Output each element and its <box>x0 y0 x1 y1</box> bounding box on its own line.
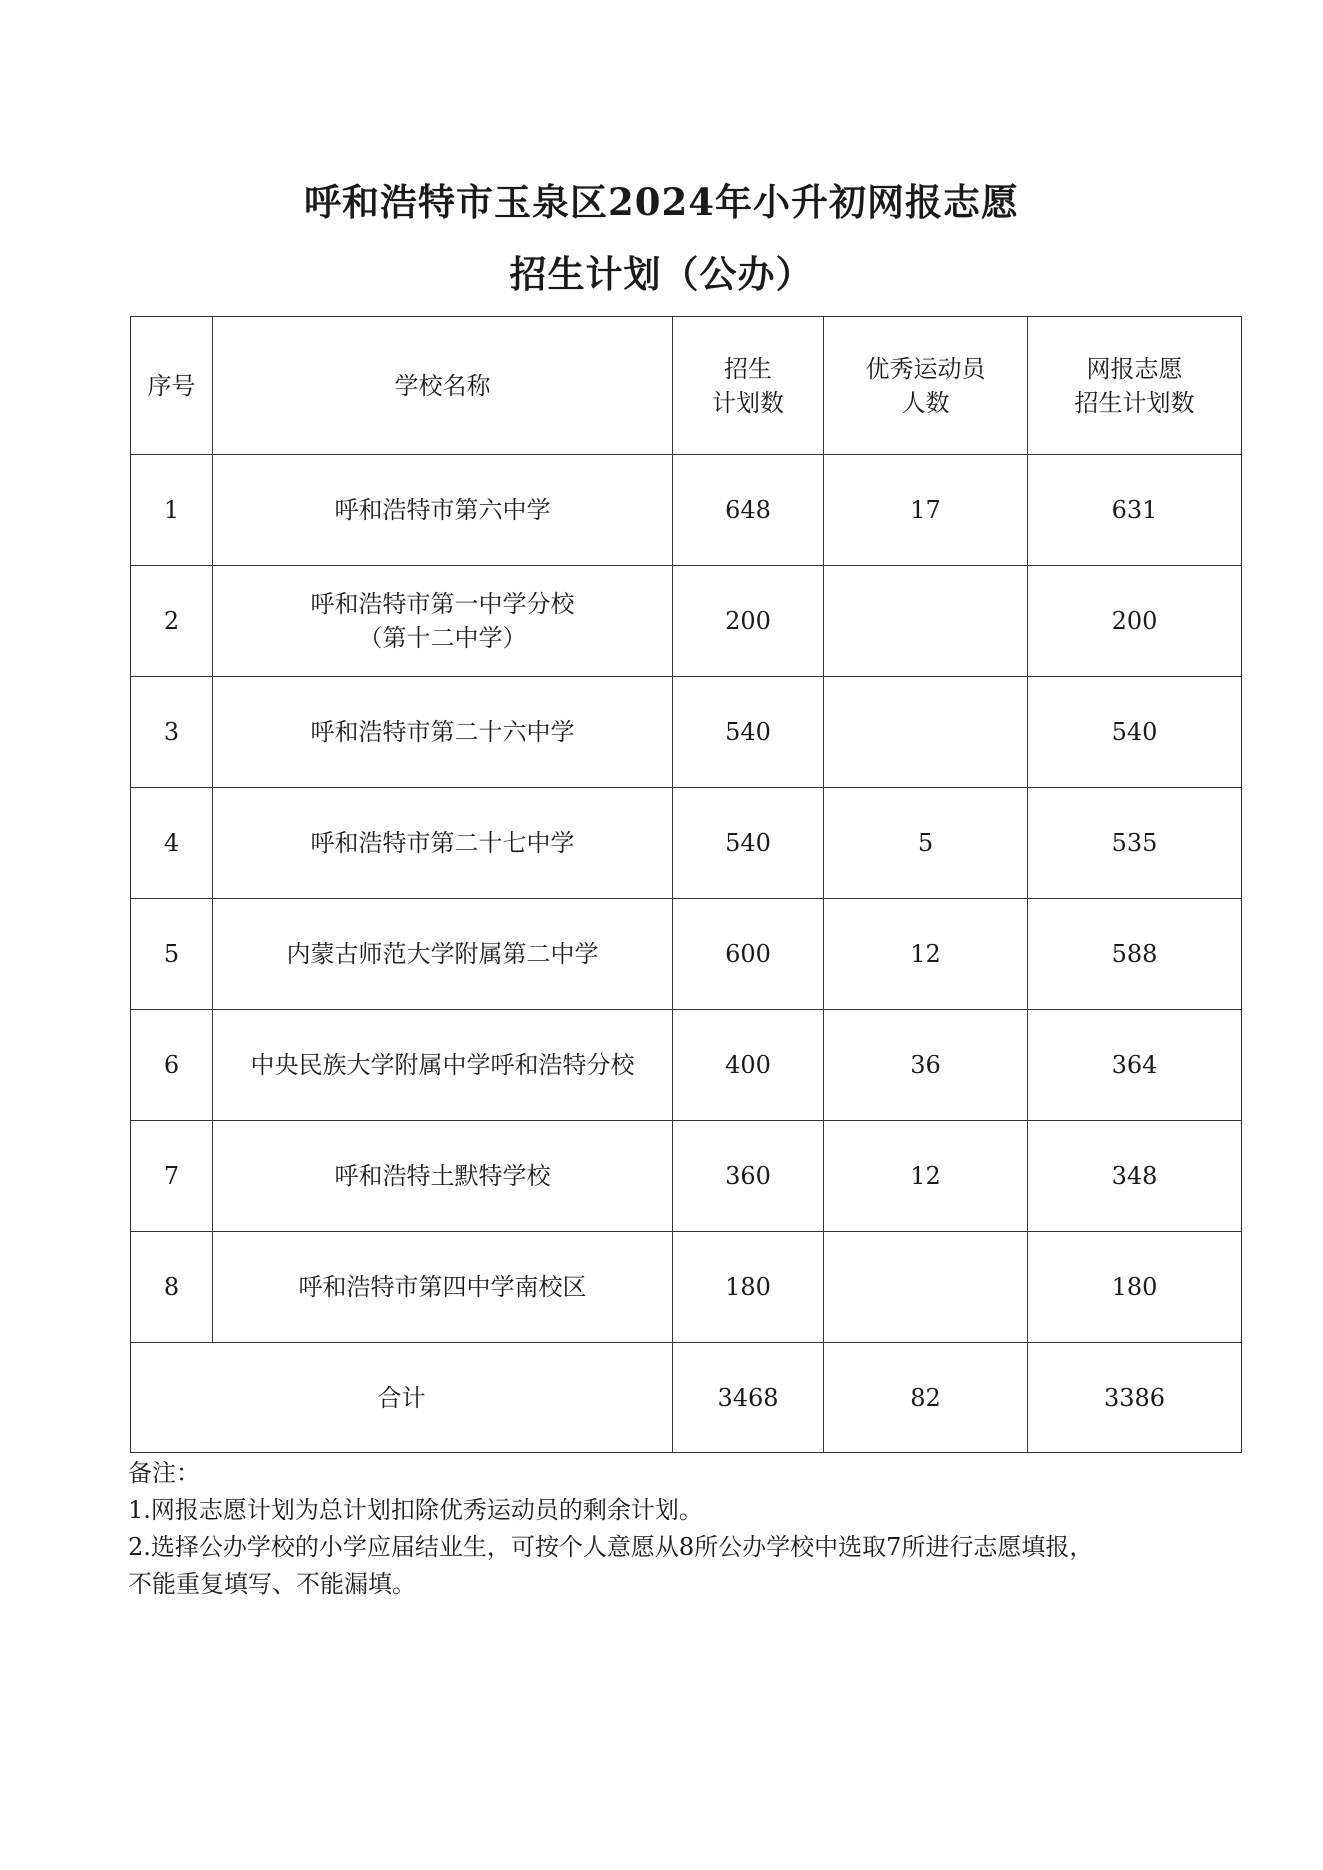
note-item-2-continued: 不能重复填写、不能漏填。 <box>128 1570 416 1598</box>
notes-section <box>128 1455 1238 1603</box>
cell-plan: 648 <box>673 455 824 566</box>
total-plan: 3468 <box>673 1343 824 1453</box>
cell-plan: 360 <box>673 1121 824 1232</box>
table-row <box>131 1010 1242 1121</box>
cell-online: 364 <box>1028 1010 1242 1121</box>
cell-online: 540 <box>1028 677 1242 788</box>
cell-online: 535 <box>1028 788 1242 899</box>
cell-school <box>213 566 673 677</box>
cell-plan: 600 <box>673 899 824 1010</box>
cell-athletes <box>824 677 1028 788</box>
total-label: 合计 <box>131 1343 673 1453</box>
cell-plan: 400 <box>673 1010 824 1121</box>
note-item-1: 1.网报志愿计划为总计划扣除优秀运动员的剩余计划。 <box>128 1496 703 1524</box>
notes-heading: 备注： <box>128 1459 200 1487</box>
cell-school: 中央民族大学附属中学呼和浩特分校 <box>213 1010 673 1121</box>
cell-school: 呼和浩特市第二十七中学 <box>213 788 673 899</box>
header-athletes-line1: 优秀运动员 <box>865 354 986 383</box>
cell-index: 8 <box>131 1232 213 1343</box>
table-row <box>131 455 1242 566</box>
document-subtitle: 招生计划（公办） <box>509 252 814 296</box>
cell-plan: 540 <box>673 788 824 899</box>
table-header-row <box>131 317 1242 455</box>
table-row <box>131 566 1242 677</box>
header-plan <box>673 317 824 455</box>
total-online: 3386 <box>1028 1343 1242 1453</box>
cell-athletes: 12 <box>824 899 1028 1010</box>
cell-school: 内蒙古师范大学附属第二中学 <box>213 899 673 1010</box>
cell-online: 631 <box>1028 455 1242 566</box>
cell-plan: 180 <box>673 1232 824 1343</box>
table-row <box>131 1232 1242 1343</box>
table-row <box>131 677 1242 788</box>
cell-online: 180 <box>1028 1232 1242 1343</box>
cell-online: 348 <box>1028 1121 1242 1232</box>
cell-index: 4 <box>131 788 213 899</box>
cell-index: 1 <box>131 455 213 566</box>
header-online-line2: 招生计划数 <box>1074 388 1195 417</box>
cell-athletes: 17 <box>824 455 1028 566</box>
cell-plan: 540 <box>673 677 824 788</box>
cell-school: 呼和浩特市第四中学南校区 <box>213 1232 673 1343</box>
header-school: 学校名称 <box>213 317 673 455</box>
header-athletes-line2: 人数 <box>901 388 950 417</box>
cell-index: 2 <box>131 566 213 677</box>
cell-school: 呼和浩特市第二十六中学 <box>213 677 673 788</box>
cell-school-main: 呼和浩特市第一中学分校 <box>310 590 575 618</box>
cell-school: 呼和浩特市第六中学 <box>213 455 673 566</box>
cell-athletes <box>824 566 1028 677</box>
header-athletes <box>824 317 1028 455</box>
cell-athletes <box>824 1232 1028 1343</box>
note-item-2: 2.选择公办学校的小学应届结业生，可按个人意愿从8所公办学校中选取7所进行志愿填报， <box>128 1533 1094 1561</box>
enrollment-plan-table <box>130 316 1242 1453</box>
table-total-row <box>131 1343 1242 1453</box>
cell-plan: 200 <box>673 566 824 677</box>
cell-index: 5 <box>131 899 213 1010</box>
header-plan-line2: 计划数 <box>712 388 784 417</box>
header-plan-line1: 招生 <box>724 354 772 383</box>
cell-athletes: 12 <box>824 1121 1028 1232</box>
cell-athletes: 5 <box>824 788 1028 899</box>
cell-index: 6 <box>131 1010 213 1121</box>
document-title: 呼和浩特市玉泉区2024年小升初网报志愿 <box>304 180 1019 224</box>
cell-online: 588 <box>1028 899 1242 1010</box>
header-index: 序号 <box>131 317 213 455</box>
cell-school-sub: （第十二中学） <box>358 624 527 652</box>
cell-athletes: 36 <box>824 1010 1028 1121</box>
header-online <box>1028 317 1242 455</box>
cell-school: 呼和浩特土默特学校 <box>213 1121 673 1232</box>
table-row <box>131 1121 1242 1232</box>
table-row <box>131 788 1242 899</box>
total-athletes: 82 <box>824 1343 1028 1453</box>
table-row <box>131 899 1242 1010</box>
cell-online: 200 <box>1028 566 1242 677</box>
header-online-line1: 网报志愿 <box>1086 354 1183 383</box>
cell-index: 7 <box>131 1121 213 1232</box>
cell-index: 3 <box>131 677 213 788</box>
